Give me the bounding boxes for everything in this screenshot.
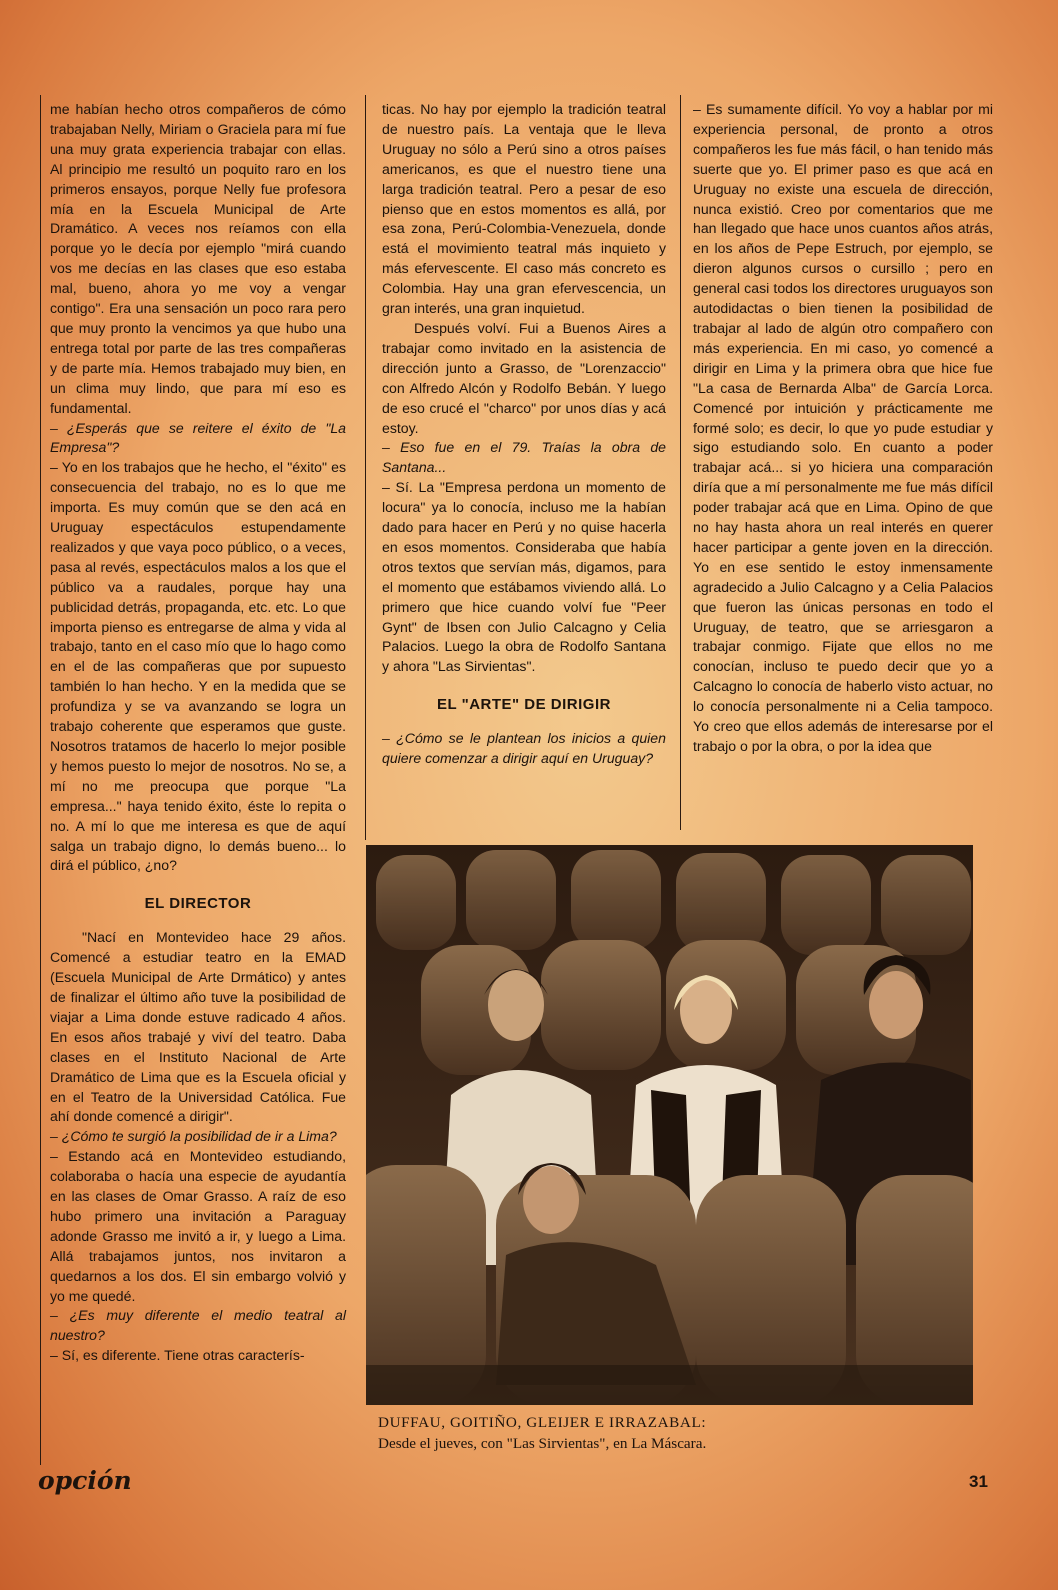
column-rule-2 [680, 95, 681, 830]
caption-names: DUFFAU, GOITIÑO, GLEIJER E IRRAZABAL: [378, 1414, 707, 1431]
paragraph: – Sí. La "Empresa perdona un momento de locura" ya lo conocía, incluso me la habían dado para hacer en Perú y no quise hacerla en esos momentos. Consideraba que había otros textos que servían más, digamos, para el momento que estábamos viviendo allá. Lo primero que hice cuando volví fue "Peer Gynt" de Ibsen con Julio Calcagno y Celia Palacios. Luego la obra de Rodolfo Santana y ahora "Las Sirvientas". [382, 479, 666, 675]
photo-caption [378, 1412, 978, 1454]
section-heading-director: EL DIRECTOR [144, 895, 252, 913]
column-rule-1 [365, 95, 366, 840]
page-number: 31 [969, 1472, 988, 1491]
paragraph: ticas. No hay por ejemplo la tradición teatral de nuestro país. La ventaja que le lleva Uruguay no sólo a Perú sino a otros países americanos, es que el nuestro tiene una larga tradición teatral. Pero a pesar de eso pienso que en estos momentos es allá, por esa zona, Perú-Colombia-Venezuela, donde está el movimiento teatral más inquieto y más efervescente. El caso más concreto es Colombia. Hay una gran efervescencia, un gran interés, una gran inquietud. [382, 101, 666, 317]
cast-photograph [366, 845, 973, 1405]
magazine-logo: opción [38, 1466, 132, 1495]
theater-seats-photo-illustration [366, 845, 973, 1405]
interview-question: – ¿Es muy diferente el medio teatral al nuestro? [50, 1307, 346, 1344]
paragraph: – Sí, es diferente. Tiene otras caracterís- [50, 1347, 305, 1364]
paragraph: "Nací en Montevideo hace 29 años. Comencé a estudiar teatro en la EMAD (Escuela Municipal de Arte Drmático) y antes de finalizar el último año tuve la posibilidad de viajar a Lima donde estuve radicado 4 años. En esos años trabajé y viví del teatro. Daba clases en el Instituto Nacional de Arte Dramático de Lima que es la Escuela oficial y en el Teatro de la Universidad Católica. Fue ahí donde comencé a dirigir". [50, 929, 346, 1125]
interview-question: – Eso fue en el 79. Traías la obra de Santana... [382, 439, 666, 476]
article-column-3 [693, 100, 993, 757]
column-rule-left [40, 95, 41, 1465]
interview-question: – ¿Cómo te surgió la posibilidad de ir a Lima? [50, 1128, 337, 1145]
paragraph: – Es sumamente difícil. Yo voy a hablar por mi experiencia personal, de pronto a otros compañeros les fue más fácil, o han tenido más suerte que yo. El primer paso es que acá en Uruguay no existe una escuela de dirección, nunca existió. Creo por comentarios que me han llegado que hace unos cuantos años atrás, en los años de Pepe Estruch, por ejemplo, se dieron algunos cursos o cursillo ; pero en general casi todos los directores uruguayos son autodidactas o bien tienen la posibilidad de trabajar al lado de algún otro compañero con más experiencia. En mi caso, yo comencé a dirigir en Lima y la primera obra que hice fue "La casa de Bernarda Alba" de García Lorca. Comencé por intuición y prácticamente me formé solo; es decir, lo que yo pude estudiar y sigo estudiando solo. En cuanto a poder trabajar acá... si yo hiciera una comparación diría que a mí personalmente me fue más difícil poder trabajar acá que en Lima. Opino de que no hay hasta ahora un real interés en querer hacer participar a gente joven en la dirección. Yo en ese sentido le estoy inmensamente agradecido a Julio Calcagno y a Celia Palacios que fueron las únicas personas en todo el Uruguay, de teatro, que se arriesgaron a trabajar conmigo. Fijate que ellos no me conocían, incluso te puedo decir que yo a Calcagno lo conocía de haberlo visto actuar, no lo conocía personalmente ni a Celia tampoco. Yo creo que ellos además de interesarse por el trabajo o por la obra, o por la idea que [693, 101, 993, 754]
paragraph: – Yo en los trabajos que he hecho, el "éxito" es consecuencia del trabajo, no es lo que me importa. Es muy común que se den acá en Uruguay espectáculos estupendamente realizados y que vaya poco público, o a veces, pasa al revés, espectáculos malos a los que el público va a raudales, porque hay una publicidad detrás, propaganda, etc. etc. Lo que importa pienso es entregarse de alma y vida al trabajo, tanto en el caso mío que lo hago como en el de las compañeras que por supuesto también lo han hecho. Y en la medida que se profundiza y se va avanzando se logra un trabajo coherente que esperamos que guste. Nosotros tratamos de hacerlo lo mejor posible y hemos puesto lo mejor de nosotros. No se, a mí no me preocupa que porque "La empresa..." haya tenido éxito, éste lo repita o no. A mí lo que me interesa es que de aquí salga un trabajo digno, lo demás bueno... lo dirá el público, ¿no? [50, 459, 346, 874]
paragraph: Después volví. Fui a Buenos Aires a trabajar como invitado en la asistencia de dirección junto a Grasso, de "Lorenzaccio" con Alfredo Alcón y Rodolfo Bebán. Y luego de eso crucé el "charco" por unos días y acá estoy. [382, 319, 666, 436]
interview-question: – ¿Esperás que se reitere el éxito de "La Empresa"? [50, 419, 346, 456]
article-column-1 [50, 100, 346, 1366]
caption-subtitle: Desde el jueves, con "Las Sirvientas", en La Máscara. [378, 1435, 707, 1452]
paragraph: – Estando acá en Montevideo estudiando, colaboraba o hacía una especie de ayudantía en las clases de Omar Grasso. A raíz de eso hubo primero una invitación a Paraguay adonde Grasso me invitó a ir, y luego a Lima. Allá trabajamos juntos, nos invitaron a quedarnos a los dos. El sin embargo volvió y yo me quedé. [50, 1148, 346, 1304]
section-heading-arte-de-dirigir: EL "ARTE" DE DIRIGIR [437, 696, 611, 714]
article-column-2 [382, 100, 666, 769]
paragraph: me habían hecho otros compañeros de cómo trabajaban Nelly, Miriam o Graciela para mí fue una muy grata experiencia trabajar con ellas. Al principio me resultó un poquito raro en los primeros ensayos, porque Nelly fue profesora mía en la Escuela Municipal de Arte Dramático. A veces nos reíamos con ella porque yo le decía por ejemplo "mirá cuando vos me decías en las clases que eso estaba mal, bueno, ahora yo me voy a vengar contigo". Era una sensación un poco rara pero que muy pronto la vencimos ya que hubo una entrega total por parte de las tres compañeras y de parte mía. Hemos trabajado muy bien, en un clima muy lindo, que para mí eso es fundamental. [50, 101, 346, 416]
interview-question: – ¿Cómo se le plantean los inicios a quien quiere comenzar a dirigir aquí en Uruguay? [382, 730, 666, 767]
